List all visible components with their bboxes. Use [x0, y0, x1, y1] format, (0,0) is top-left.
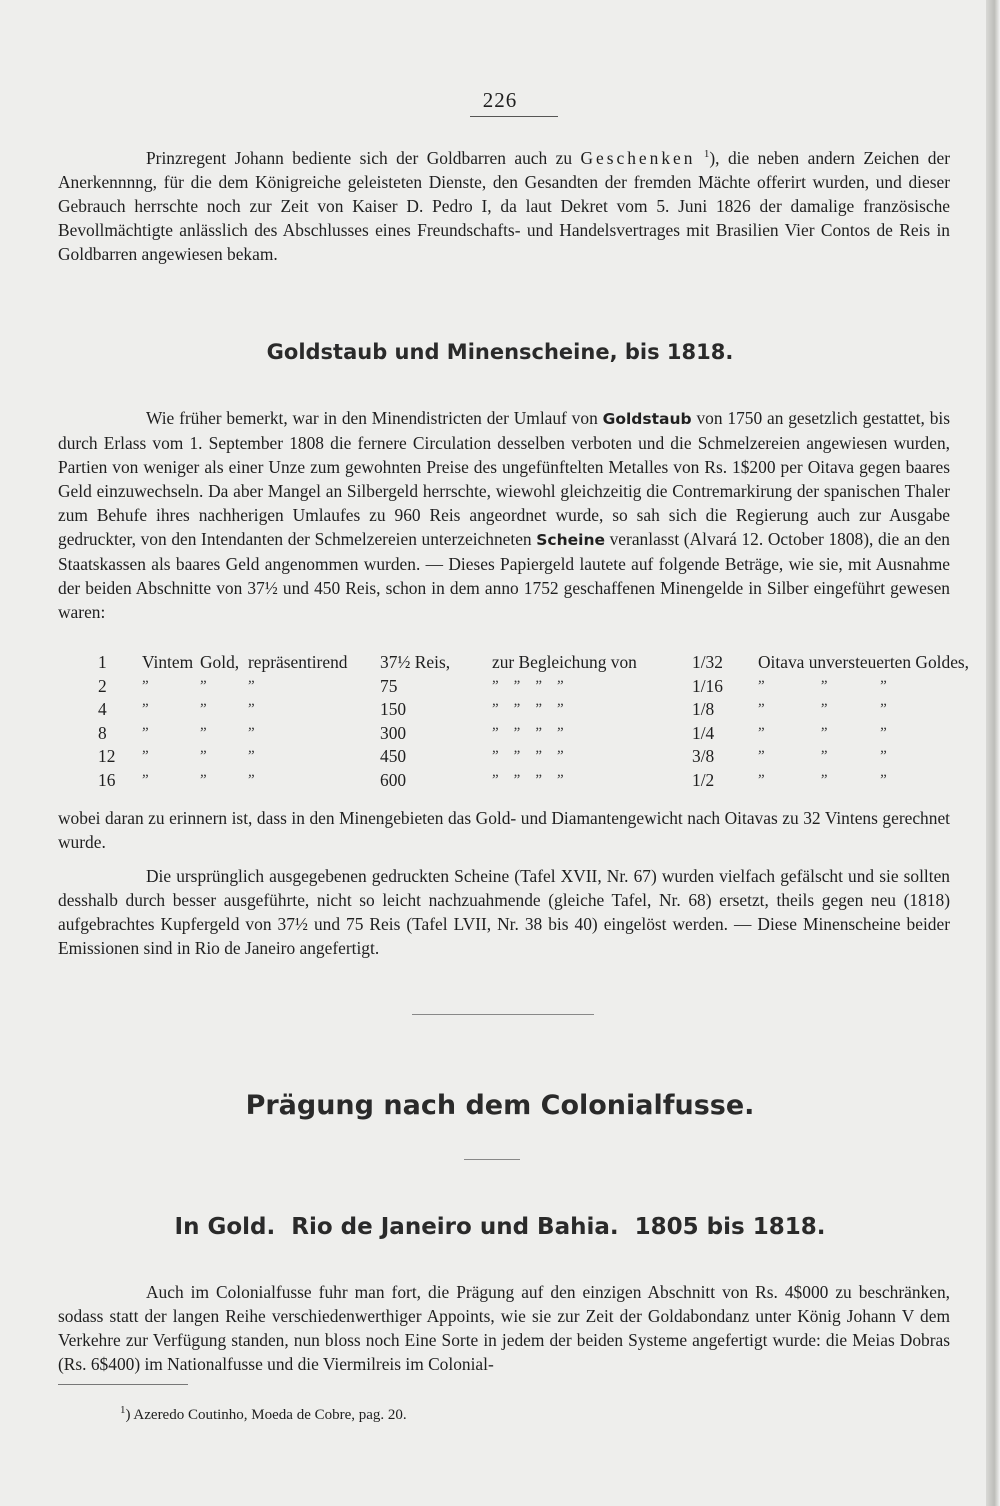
- ditto-cell: [492, 675, 692, 699]
- ditto-cell: ”: [248, 724, 255, 741]
- ditto-mark: ”: [535, 724, 543, 741]
- ditto-mark: ”: [557, 748, 564, 765]
- ditto-cell: ”: [200, 677, 207, 694]
- ditto-mark: ”: [880, 724, 887, 741]
- scheine-table: [98, 651, 969, 792]
- amount-cell: 16: [98, 769, 116, 790]
- intro-paragraph: [58, 142, 950, 266]
- ditto-mark: ”: [820, 771, 828, 788]
- ditto-cell: [758, 675, 969, 699]
- ditto-cell: [492, 722, 692, 746]
- ditto-mark: ”: [492, 724, 499, 741]
- reis-cell: 75: [380, 675, 398, 696]
- ditto-mark: ”: [492, 701, 499, 718]
- after-table-text: wobei daran zu erinnern ist, dass in den Minengebieten das Gold- und Diamantengewicht nach Oitavas zu 32 Vintens gerechnet wurde.: [58, 808, 950, 852]
- page-number: 226: [482, 88, 518, 112]
- reis-cell: 450: [380, 746, 407, 767]
- ditto-cell: [758, 698, 969, 722]
- reis-cell: 600: [380, 769, 407, 790]
- reis-cell: 300: [380, 722, 407, 743]
- ditto-mark: ”: [513, 748, 521, 765]
- unit-cell: Vintem: [142, 652, 194, 673]
- goldstaub-text-1: Wie früher bemerkt, war in den Minendistricten der Umlauf von: [146, 408, 603, 428]
- ditto-mark: ”: [880, 771, 887, 788]
- intro-spaced-word: Geschenken: [580, 147, 696, 168]
- goldstaub-text-2: von 1750 an gesetzlich gestattet, bis durch Erlass vom 1. September 1808 die fernere Circulation desselben verboten und die Schmelzereien angewiesen wurden, Partien von weniger als einer Unze zum gewohnten Preise des ungefünftelten Metalles von Rs. 1$200 per Oitava gegen baares Geld einzuwechseln. Da aber Mangel an Silbergeld herrschte, wiewohl gleichzeitig die Contremarkirung der spanischen Thaler zum Behufe ihres nachherigen Umlaufes zu 960 Reis angeordnet wurde, so sah sich die Regierung auch zur Ausgabe gedruckter, von den Intendanten der Schmelzereien unterzeichneten: [58, 408, 950, 549]
- ditto-mark: ”: [820, 748, 828, 765]
- ditto-cell: ”: [200, 701, 207, 718]
- ditto-mark: ”: [513, 701, 521, 718]
- table-row: [98, 675, 969, 699]
- ditto-cell: ”: [248, 771, 255, 788]
- ditto-cell: [758, 745, 969, 769]
- ditto-cell: ”: [248, 748, 255, 765]
- amount-cell: 12: [98, 746, 116, 767]
- ditto-mark: ”: [557, 701, 564, 718]
- ditto-mark: ”: [758, 771, 765, 788]
- ditto-cell: ”: [142, 771, 149, 788]
- ditto-mark: ”: [557, 724, 564, 741]
- ditto-cell: ”: [200, 724, 207, 741]
- heading-divider: [464, 1159, 520, 1160]
- ditto-cell: ”: [142, 724, 149, 741]
- ditto-cell: [758, 722, 969, 746]
- ditto-mark: ”: [758, 748, 765, 765]
- fraction-cell: 1/2: [692, 769, 715, 790]
- minenscheine-text: Die ursprünglich ausgegebenen gedruckten Scheine (Tafel XVII, Nr. 67) wurden vielfach gefälscht und sie sollten desshalb durch besser ausgeführte, nicht so leicht nachzuahmende (gleiche Tafel, Nr. 68) ersetzt, theils gegen neu (1818) aufgebrachtes Kupfergeld von 37½ und 75 Reis (Tafel LVII, Nr. 38 bis 40) eingelöst werden. — Diese Minenscheine beider Emissionen sind in Rio de Janeiro angefertigt.: [58, 866, 950, 958]
- ditto-mark: ”: [557, 771, 564, 788]
- rest-cell: Oitava unversteuerten Goldes,: [758, 652, 970, 673]
- ditto-mark: ”: [880, 701, 887, 718]
- table-row: [98, 698, 969, 722]
- footnote: [120, 1404, 407, 1424]
- colonial-text: Auch im Colonialfusse fuhr man fort, die Prägung auf den einzigen Abschnitt von Rs. 4$000 zu beschränken, sodass statt der langen Reihe verschiedenwerthiger Appoints, wie sie zur Zeit der Goldabondanz unter König Johann V dem Verkehre zur Verfügung standen, nun bloss noch Eine Sorte in jedem der beiden Systeme angefertigt wurde: die Meias Dobras (Rs. 6$400) im Nationalfusse und die Viermilreis im Colonial-: [58, 1282, 950, 1374]
- bold-term-scheine: Scheine: [536, 531, 605, 549]
- subheading-gold-rio-bahia: In Gold. Rio de Janeiro und Bahia. 1805 bis 1818.: [174, 1214, 826, 1240]
- fraction-cell: 3/8: [692, 746, 715, 767]
- ditto-cell: ”: [200, 748, 207, 765]
- intro-text-end: ), die neben andern Zeichen der Anerkennnng, für die dem Königreiche geleisteten Dienste, den Gesandten der fremden Mächte offerirt wurden, und dieser Gebrauch herrschte noch zur Zeit von Kaiser D. Pedro I, da laut Dekret vom 5. Juni 1826 der damalige französische Bevollmächtigte anlässlich des Abschlusses eines Freundschafts- und Handelsvertrages mit Brasilien Vier Contos de Reis in Goldbarren angewiesen bekam.: [58, 147, 950, 264]
- ditto-cell: ”: [248, 677, 255, 694]
- ditto-mark: ”: [513, 771, 521, 788]
- ditto-mark: ”: [535, 701, 543, 718]
- ditto-mark: ”: [557, 677, 564, 694]
- ditto-mark: ”: [513, 724, 521, 741]
- page-number-rule: [470, 116, 558, 117]
- footnote-text: ) Azeredo Coutinho, Moeda de Cobre, pag. 20.: [125, 1407, 407, 1423]
- ditto-mark: ”: [880, 677, 887, 694]
- table-row: [98, 722, 969, 746]
- purpose-cell: zur Begleichung von: [492, 652, 637, 673]
- footnote-mark: 1: [120, 1404, 126, 1416]
- intro-text-start: Prinzregent Johann bediente sich der Goldbarren auch zu: [146, 147, 581, 168]
- ditto-mark: ”: [513, 677, 521, 694]
- ditto-cell: ”: [142, 677, 149, 694]
- table-row: [98, 769, 969, 793]
- ditto-mark: ”: [820, 701, 828, 718]
- bold-term-goldstaub: Goldstaub: [602, 410, 692, 428]
- minenscheine-paragraph: [58, 864, 950, 960]
- section-heading-colonialfusse: Prägung nach dem Colonialfusse.: [245, 1090, 755, 1121]
- section-divider: [412, 1014, 594, 1015]
- amount-cell: 4: [98, 699, 107, 720]
- after-table-paragraph: [58, 806, 950, 854]
- fraction-cell: 1/8: [692, 699, 715, 720]
- ditto-cell: ”: [200, 771, 207, 788]
- reis-cell: 150: [380, 699, 407, 720]
- ditto-mark: ”: [758, 701, 765, 718]
- ditto-cell: [758, 769, 969, 793]
- ditto-mark: ”: [758, 677, 765, 694]
- ditto-mark: ”: [880, 748, 887, 765]
- ditto-cell: ”: [142, 748, 149, 765]
- footnote-reference: 1: [703, 148, 710, 160]
- ditto-cell: [492, 769, 692, 793]
- ditto-mark: ”: [820, 724, 828, 741]
- goldstaub-text-3: veranlasst (Alvará 12. October 1808), die an den Staatskassen als baares Geld angenommen wurden. — Dieses Papiergeld lautete auf folgende Beträge, wie sie, mit Ausnahme der beiden Abschnitte von 37½ und 450 Reis, schon in dem anno 1752 geschaffenen Minengelde in Silber eingeführt gewesen waren:: [58, 529, 950, 622]
- ditto-cell: [492, 698, 692, 722]
- verb-cell: repräsentirend: [248, 652, 348, 673]
- ditto-mark: ”: [535, 771, 543, 788]
- colonial-paragraph: [58, 1280, 950, 1376]
- reis-value: 37½: [380, 652, 411, 673]
- fraction-cell: 1/16: [692, 675, 723, 696]
- table-row: [98, 651, 969, 675]
- ditto-mark: ”: [535, 748, 543, 765]
- ditto-cell: ”: [248, 701, 255, 718]
- ditto-cell: ”: [142, 701, 149, 718]
- reis-cell: [380, 651, 492, 675]
- page-edge: [986, 0, 1000, 1506]
- ditto-mark: ”: [535, 677, 543, 694]
- ditto-mark: ”: [492, 771, 499, 788]
- fraction-cell: 1/32: [692, 652, 723, 673]
- fraction-cell: 1/4: [692, 722, 715, 743]
- amount-cell: 2: [98, 675, 107, 696]
- ditto-mark: ”: [492, 748, 499, 765]
- ditto-mark: ”: [492, 677, 499, 694]
- reis-label: Reis,: [414, 652, 451, 673]
- ditto-mark: ”: [758, 724, 765, 741]
- ditto-cell: [492, 745, 692, 769]
- table-row: [98, 745, 969, 769]
- section-heading-goldstaub: Goldstaub und Minenscheine, bis 1818.: [266, 340, 734, 364]
- footnote-rule: [58, 1384, 188, 1385]
- goldstaub-paragraph: [58, 406, 950, 624]
- amount-cell: 8: [98, 722, 107, 743]
- ditto-mark: ”: [820, 677, 828, 694]
- metal-cell: Gold,: [200, 652, 240, 673]
- amount-cell: 1: [98, 652, 107, 673]
